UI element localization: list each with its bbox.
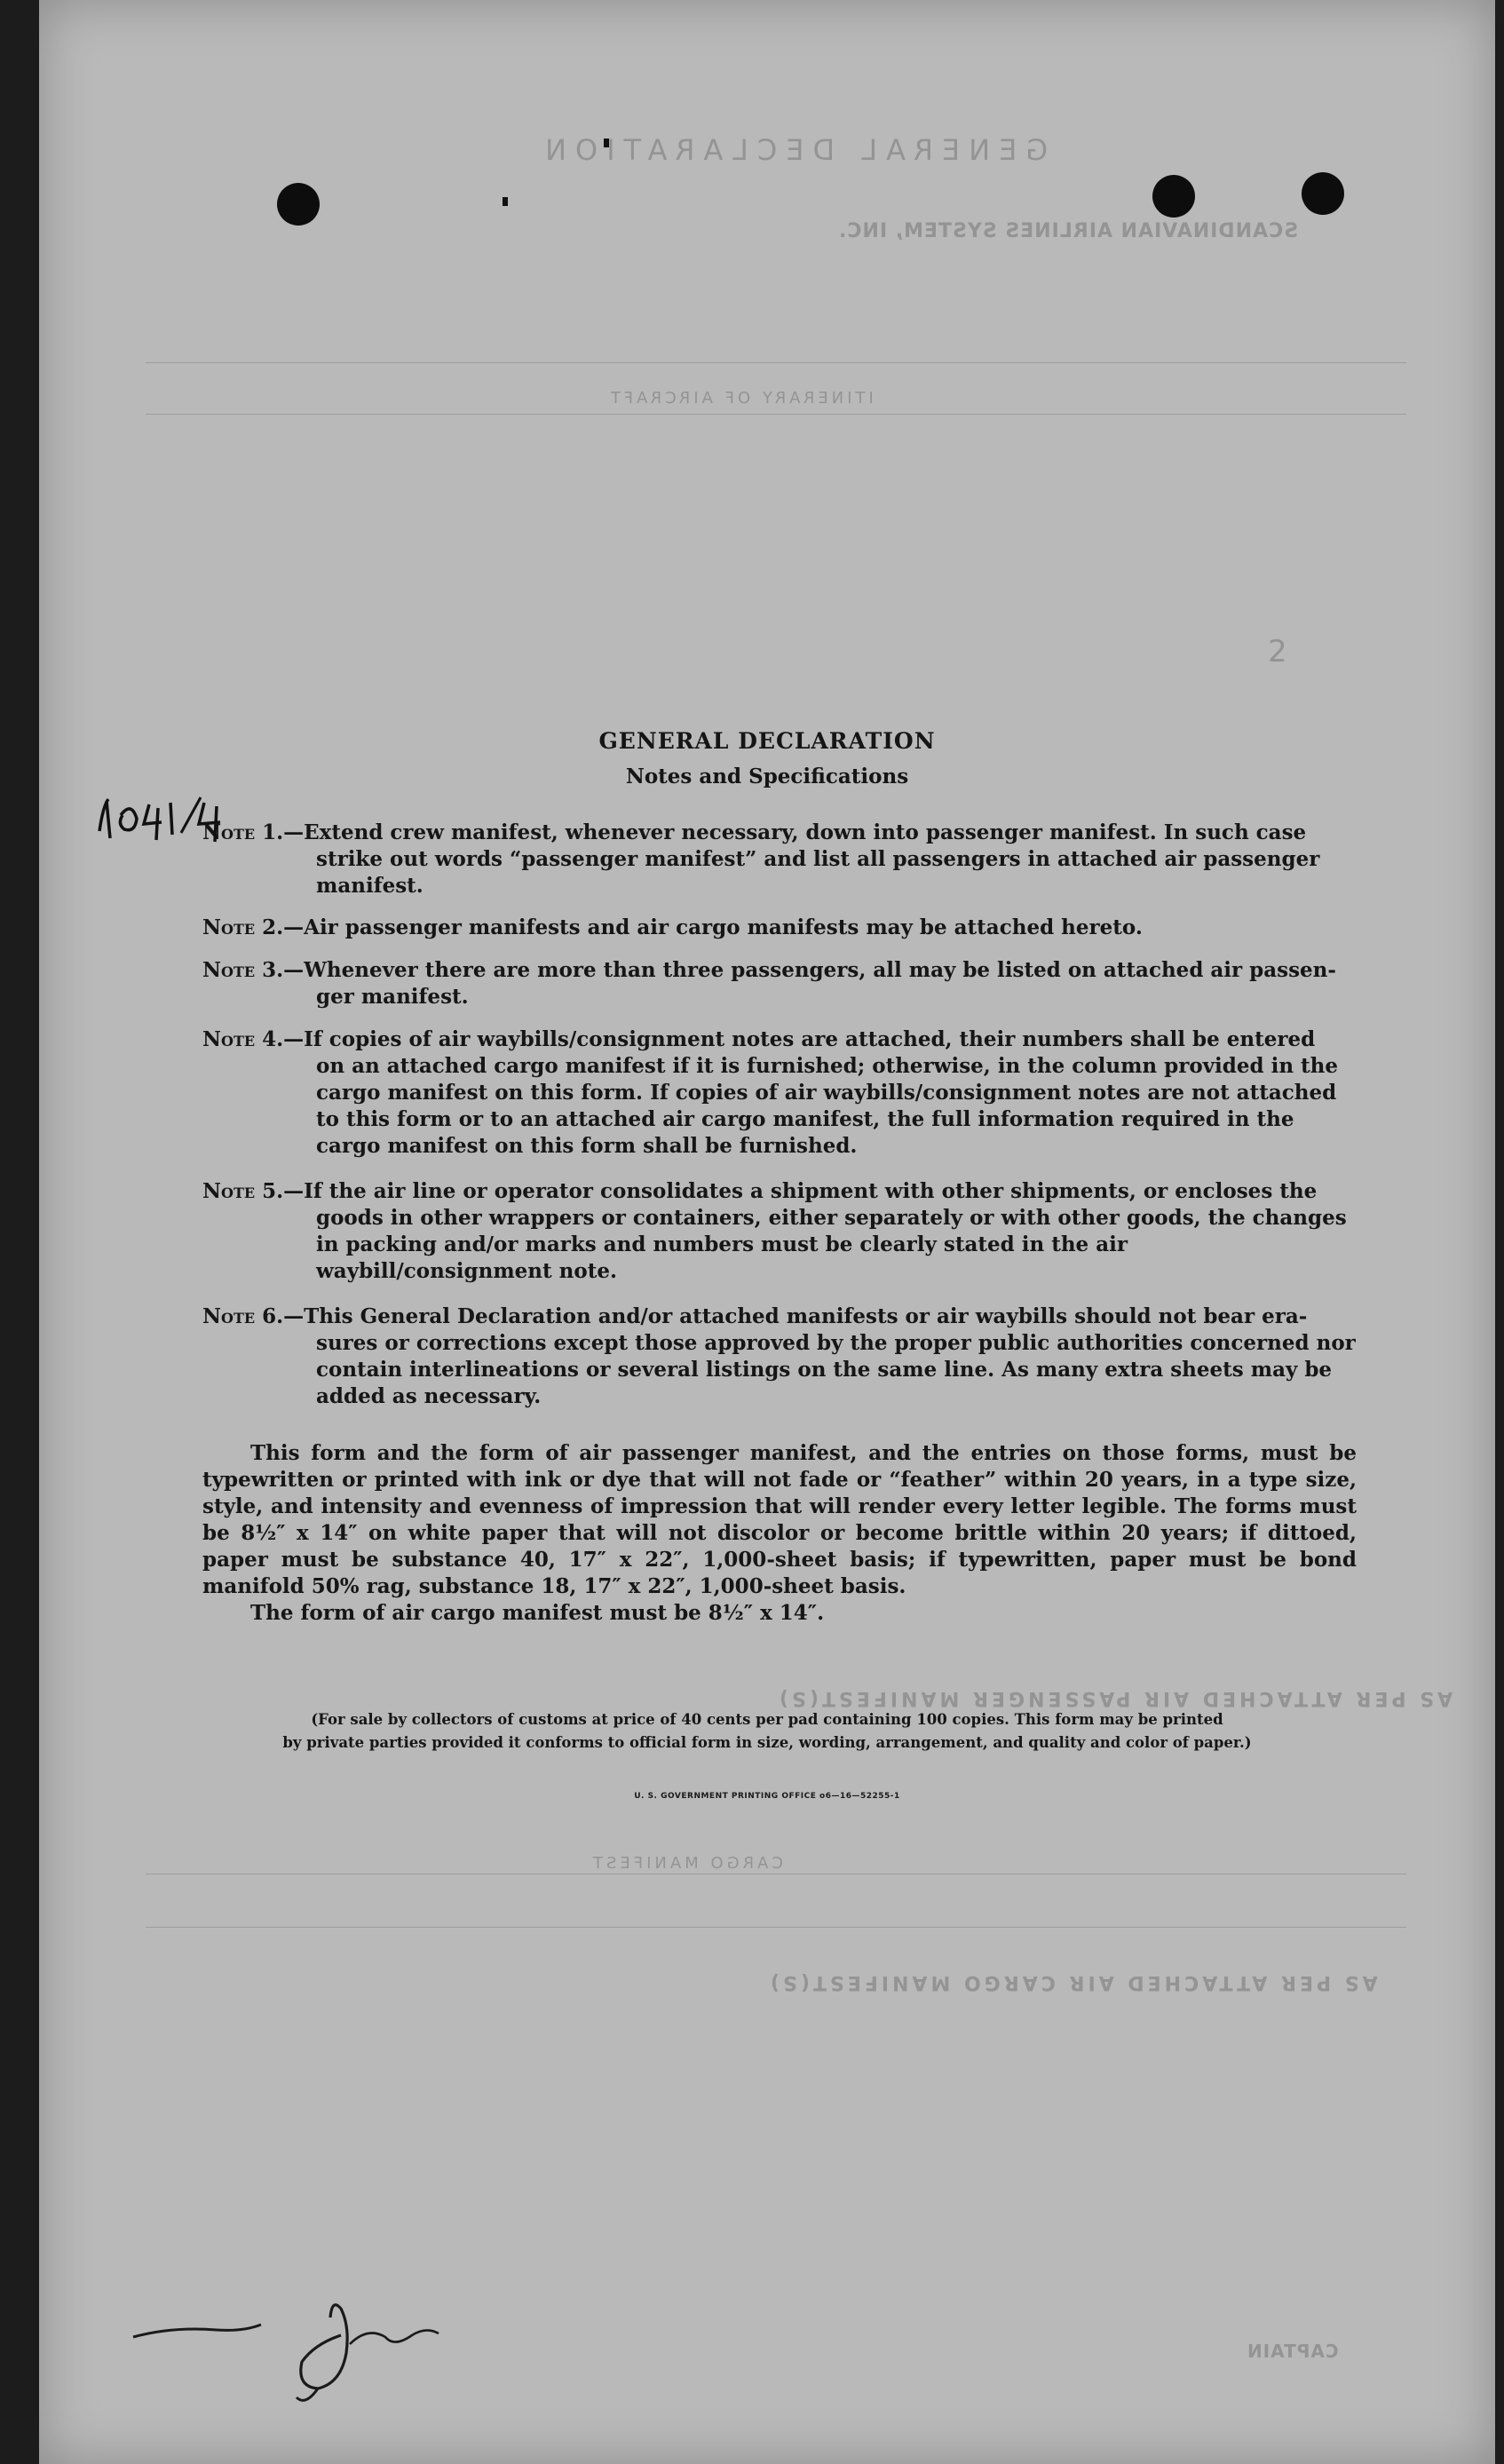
note-label: Note 6. — [202, 1304, 284, 1328]
specifications-paragraph: This form and the form of air passenger manifest, and the entries on those forms, must be typewritten or printed with ink or dye that will not fade or “feather” within 20 years, in a type size, style, and intensity and evenness of impression that will render every letter legible. The forms must be 8½″ x 14″ on white paper that will not discolor or become brittle within 20 years; if dittoed, paper must be substance 40, 17″ x 22″, 1,000-sheet basis; if typewritten, paper must be bond manifold 50% rag, substance 18, 17″ x 22″, 1,000-sheet basis. — [202, 1441, 1357, 1598]
bleed-operator: SCANDINAVIAN AIRLINES SYSTEM, INC. — [838, 220, 1299, 242]
note-text: —If the air line or operator consolidates a shipment with other shipments, or encloses the — [283, 1179, 1318, 1203]
bleed-title: GENERAL DECLARATION — [536, 133, 1049, 167]
bleed-passenger-manifest: AS PER ATTACHED AIR PASSENGER MANIFEST(S) — [776, 1687, 1453, 1709]
bleed-itinerary: ITINERARY OF AIRCRAFT — [607, 389, 874, 408]
ink-speck — [503, 197, 508, 206]
document-sheet — [39, 0, 1495, 2464]
printer-imprint: U. S. GOVERNMENT PRINTING OFFICE o6—16—52255-1 — [634, 1792, 900, 1801]
bleed-page-number: 2 — [1268, 634, 1288, 669]
note-text-cont: strike out words “passenger manifest” and list all passengers in attached air passenger manifest. — [316, 847, 1320, 898]
note-2 — [202, 915, 1357, 941]
bleed-rule — [146, 414, 1406, 415]
bleed-captain: CAPTAIN — [1247, 2341, 1339, 2362]
note-label: Note 1. — [202, 820, 284, 844]
note-text: —If copies of air waybills/consignment notes are attached, their numbers shall be entered — [283, 1027, 1316, 1051]
note-label: Note 4. — [202, 1027, 284, 1051]
signature-scribble — [128, 2291, 447, 2419]
bleed-cargo-title: CARGO MANIFEST — [590, 1854, 783, 1873]
punch-hole-2 — [1152, 175, 1195, 218]
note-text: —Extend crew manifest, whenever necessary, down into passenger manifest. In such case — [283, 820, 1307, 844]
bleed-rule — [146, 1927, 1406, 1928]
note-text: —This General Declaration and/or attached manifests or air waybills should not bear era- — [283, 1304, 1308, 1328]
note-label: Note 3. — [202, 958, 284, 982]
note-1 — [202, 820, 1357, 899]
note-text-cont: goods in other wrappers or containers, either separately or with other goods, the changes in packing and/or marks and numbers must be clearly stated in the air waybill/consignment note. — [316, 1206, 1347, 1283]
note-label: Note 2. — [202, 915, 284, 939]
bleed-cargo-manifest: AS PER ATTACHED AIR CARGO MANIFEST(S) — [767, 1971, 1378, 1993]
note-text-cont: ger manifest. — [316, 985, 469, 1009]
sale-notice-line-1: (For sale by collectors of customs at price of 40 cents per pad containing 100 copies. This form may be printed — [311, 1711, 1223, 1728]
punch-hole-1 — [277, 183, 320, 226]
note-text: —Air passenger manifests and air cargo manifests may be attached hereto. — [283, 915, 1143, 939]
cargo-form-size-line: The form of air cargo manifest must be 8½″ x 14″. — [250, 1601, 825, 1625]
note-label: Note 5. — [202, 1179, 284, 1203]
page-title: GENERAL DECLARATION — [598, 728, 936, 754]
page-subtitle: Notes and Specifications — [625, 765, 909, 788]
sale-notice-line-2: by private parties provided it conforms to official form in size, wording, arrangement, and quality and color of paper.) — [282, 1734, 1252, 1751]
handwritten-margin-note — [91, 788, 241, 854]
note-5 — [202, 1178, 1357, 1285]
bleed-rule — [146, 362, 1406, 363]
note-6 — [202, 1303, 1357, 1410]
punch-hole-3 — [1302, 172, 1344, 215]
note-text-cont: on an attached cargo manifest if it is furnished; otherwise, in the column provided in the cargo manifest on this form. If copies of air waybills/consignment notes are not attached to this form or to an attached air cargo manifest, the full information required in the cargo manifest on this form shall be furnished. — [316, 1054, 1339, 1158]
note-text-cont: sures or corrections except those approved by the proper public authorities concerned nor contain interlineations or several listings on the same line. As many extra sheets may be added as necessary. — [316, 1331, 1356, 1408]
note-3 — [202, 957, 1357, 1010]
note-4 — [202, 1026, 1357, 1160]
note-text: —Whenever there are more than three passengers, all may be listed on attached air passen- — [283, 958, 1336, 982]
